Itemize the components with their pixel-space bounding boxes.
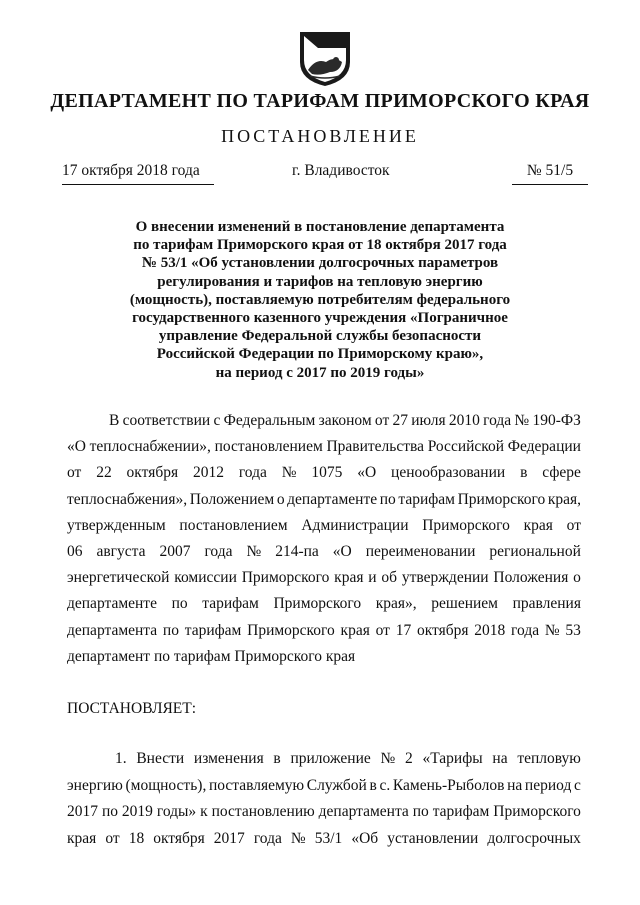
word: края	[334, 569, 364, 587]
word: региональной	[489, 543, 581, 561]
preamble-line	[67, 460, 581, 486]
organization-title: ДЕПАРТАМЕНТ ПО ТАРИФАМ ПРИМОРСКОГО КРАЯ	[50, 90, 590, 112]
word: Приморского	[241, 569, 330, 587]
word: Положения	[493, 569, 569, 587]
resolve-heading: ПОСТАНОВЛЯЕТ:	[67, 700, 197, 717]
word: законом	[318, 412, 372, 429]
word: Приморского	[247, 621, 335, 639]
title-line: регулирования и тарифов на тепловую энергию	[157, 273, 483, 290]
word: 2018	[474, 621, 506, 639]
word: 17	[395, 621, 412, 639]
word: Камень-Рыболов	[392, 776, 505, 794]
word: года	[483, 412, 512, 429]
word: 53/1	[314, 829, 343, 847]
word: июля	[411, 412, 446, 429]
word: 18	[128, 829, 145, 847]
word: и	[368, 569, 377, 587]
word: о	[573, 569, 581, 587]
word: Правительства	[326, 438, 425, 456]
resolution-item-1	[67, 746, 581, 852]
word: период	[524, 776, 572, 794]
word: края	[340, 621, 370, 639]
title-line: на период с 2017 по 2019 годы»	[215, 364, 425, 381]
word: комиссии	[174, 569, 237, 587]
title-line: государственного казенного учреждения «Пограничное	[132, 310, 508, 327]
word: 1.	[115, 750, 127, 767]
word: (мощность),	[125, 776, 207, 794]
word: с	[213, 412, 221, 429]
preamble-last-line: департамент по тарифам Приморского края	[67, 647, 356, 665]
preamble-line	[67, 539, 581, 565]
word: края»,	[375, 595, 417, 613]
word: «О	[332, 543, 352, 561]
preamble-line	[67, 434, 581, 460]
word: года	[253, 829, 282, 847]
word: переименовании	[365, 543, 476, 561]
title-line: Российской Федерации по Приморскому краю»,	[156, 346, 484, 363]
word: Внести	[136, 750, 185, 767]
title-line: О внесении изменений в постановление департамента	[135, 219, 505, 235]
word: Российской	[427, 438, 505, 456]
word: тарифам	[398, 490, 455, 508]
word: установлении	[387, 829, 479, 847]
word: Федерации	[507, 438, 581, 456]
title-line: по тарифам Приморского края от 18 октября 2017 года	[133, 237, 507, 254]
word: края	[67, 829, 97, 847]
word: по	[171, 595, 188, 613]
word: постановлением	[179, 516, 288, 534]
word: постановлению	[211, 803, 315, 820]
item-line	[67, 746, 581, 773]
word: «О	[357, 464, 377, 482]
word: тарифам	[184, 621, 242, 639]
word: долгосрочных	[487, 829, 581, 847]
word: департаменте	[287, 490, 378, 508]
word: теплоснабжении»,	[89, 438, 211, 456]
word: приложение	[290, 750, 371, 767]
word: по	[379, 490, 396, 508]
item-line	[67, 826, 581, 853]
word: года	[204, 543, 233, 561]
preamble-line	[67, 487, 581, 513]
preamble-line	[67, 565, 581, 591]
word: постановлением	[214, 438, 323, 456]
document-title	[110, 218, 530, 382]
word: департамента	[67, 621, 158, 639]
word: по	[412, 803, 429, 820]
word: об	[381, 569, 398, 587]
word: от	[374, 412, 390, 429]
word: октября	[126, 464, 179, 482]
word: №	[514, 412, 530, 429]
word: №	[544, 621, 560, 639]
item-line	[67, 799, 581, 826]
word: №	[290, 829, 306, 847]
word: 2007	[159, 543, 191, 561]
word: энергетической	[67, 569, 170, 587]
item-line	[67, 773, 581, 800]
word: тарифам	[432, 803, 490, 820]
preamble-paragraph	[67, 408, 581, 670]
word: 2010	[448, 412, 480, 429]
word: 190-ФЗ	[532, 412, 581, 429]
word: №	[246, 543, 262, 561]
preamble-line	[67, 408, 581, 434]
word: изменения	[193, 750, 264, 767]
preamble-line	[67, 513, 581, 539]
word: 2017	[213, 829, 245, 847]
word: утвержденным	[67, 516, 166, 534]
word: 214-па	[275, 543, 319, 561]
document-number: № 51/5	[512, 162, 588, 185]
word: от	[105, 829, 120, 847]
word: 06	[67, 543, 83, 561]
word: В	[109, 412, 120, 429]
word: правления	[512, 595, 581, 613]
word: утверждении	[401, 569, 489, 587]
word: в	[369, 776, 377, 794]
document-type: ПОСТАНОВЛЕНИЕ	[221, 126, 419, 146]
word: от	[566, 516, 581, 534]
word: 1075	[311, 464, 343, 482]
word: тарифам	[202, 595, 259, 613]
word: сфере	[542, 464, 581, 482]
word: края,	[547, 490, 581, 508]
word: с.	[379, 776, 391, 794]
word: Приморского	[273, 595, 362, 613]
word: «О	[67, 438, 86, 456]
preamble-line	[67, 618, 581, 644]
word: 2012	[192, 464, 224, 482]
word: соответствии	[122, 412, 211, 429]
word: годы»	[156, 803, 197, 820]
preamble-line	[67, 591, 581, 617]
word: к	[200, 803, 208, 820]
word: года	[511, 621, 540, 639]
word: на	[507, 776, 523, 794]
word: «Тарифы	[422, 750, 483, 767]
word: Службой	[306, 776, 367, 794]
word: Приморского	[493, 803, 581, 820]
word: 27	[392, 412, 408, 429]
word: поставляемую	[208, 776, 305, 794]
word: края	[523, 516, 553, 534]
word: о	[276, 490, 285, 508]
coat-of-arms-icon	[296, 28, 354, 88]
word: с	[574, 776, 581, 794]
word: 2	[405, 750, 413, 767]
word: по	[101, 803, 118, 820]
word: августа	[96, 543, 146, 561]
word: теплоснабжения»,	[67, 490, 188, 508]
document-city: г. Владивосток	[292, 162, 390, 179]
word: тепловую	[517, 750, 581, 767]
title-line: управление Федеральной службы безопасности	[158, 328, 482, 345]
word: Администрации	[301, 516, 409, 534]
word: октября	[416, 621, 469, 639]
word: октября	[153, 829, 205, 847]
word: Федеральным	[223, 412, 316, 429]
word: 2019	[121, 803, 153, 820]
word: года	[238, 464, 267, 482]
word: по	[162, 621, 179, 639]
word: от	[375, 621, 390, 639]
word: «Об	[351, 829, 379, 847]
word: от	[67, 464, 82, 482]
word: №	[380, 750, 396, 767]
word: Приморского	[457, 490, 546, 508]
word: департаменте	[67, 595, 157, 613]
word: 2017	[67, 803, 98, 820]
word: Положением	[189, 490, 275, 508]
word: на	[492, 750, 508, 767]
word: №	[281, 464, 297, 482]
word: Приморского	[422, 516, 510, 534]
title-line: № 53/1 «Об установлении долгосрочных параметров	[141, 255, 499, 272]
word: 22	[96, 464, 112, 482]
word: департамента	[318, 803, 409, 820]
word: ценообразовании	[391, 464, 506, 482]
document-date: 17 октября 2018 года	[62, 162, 214, 185]
word: решением	[431, 595, 498, 613]
title-line: (мощность), поставляемую потребителям федерального	[129, 291, 511, 308]
word: 53	[565, 621, 581, 639]
word: в	[273, 750, 281, 767]
word: в	[520, 464, 528, 482]
word: энергию	[67, 776, 123, 794]
